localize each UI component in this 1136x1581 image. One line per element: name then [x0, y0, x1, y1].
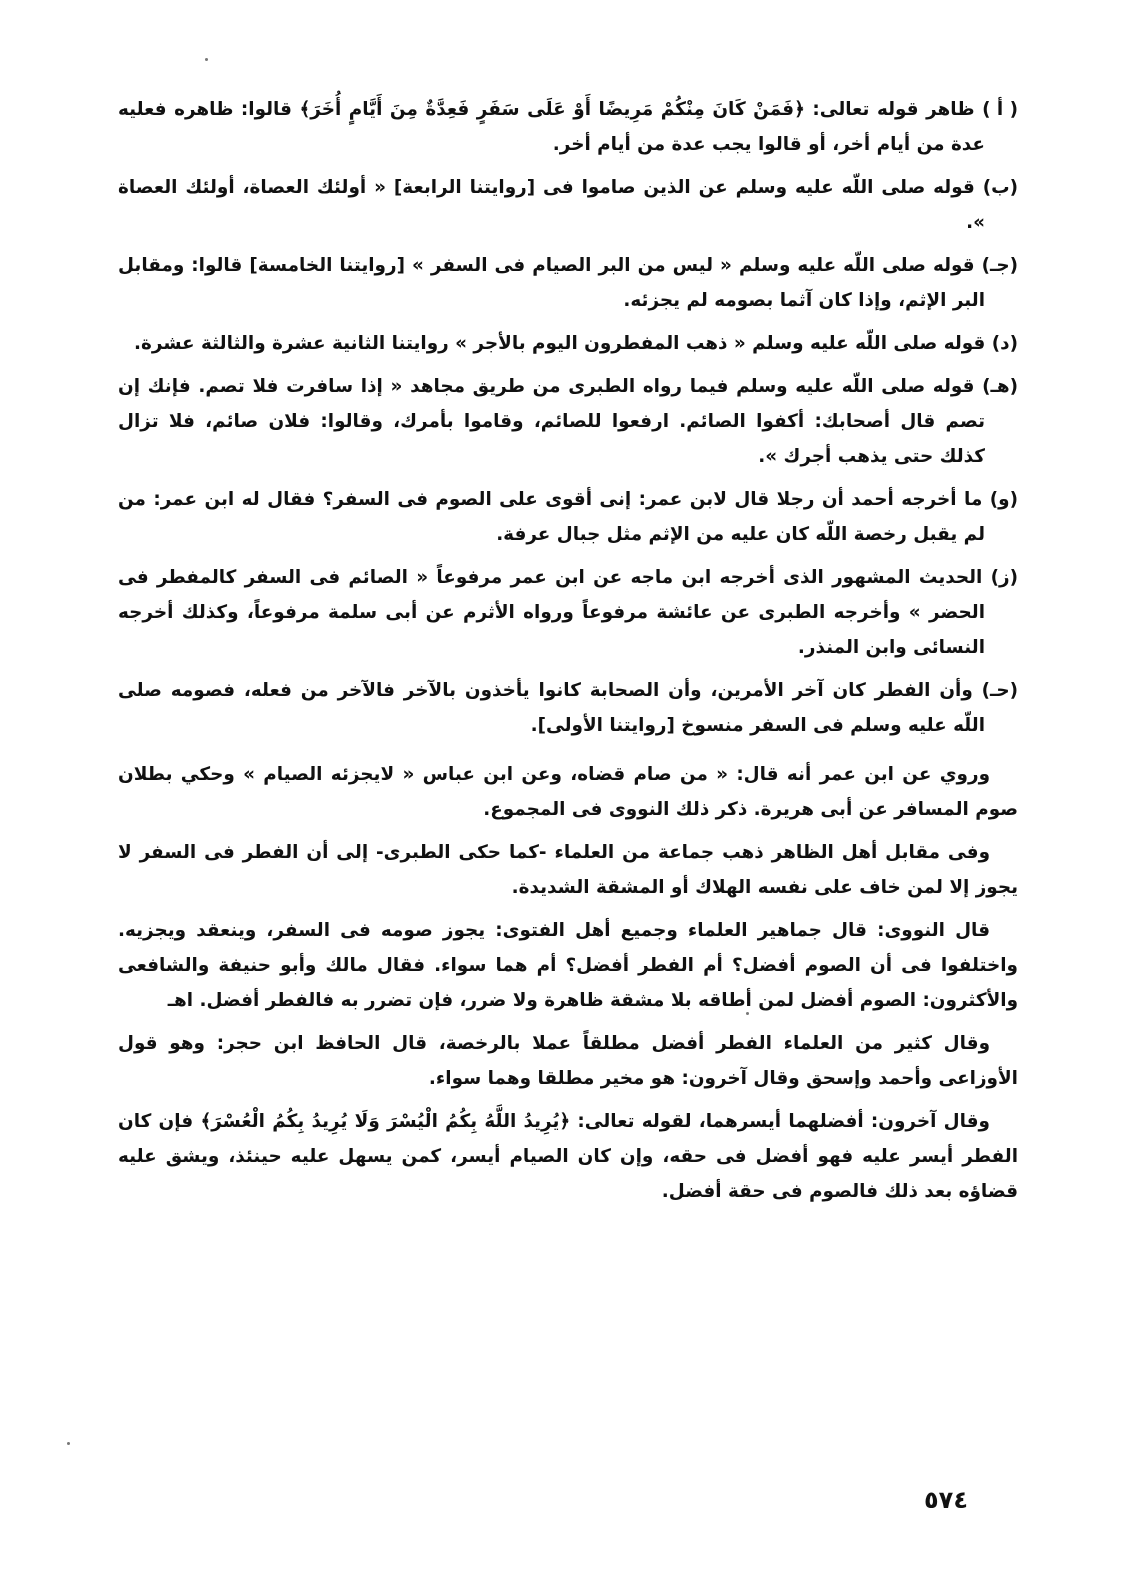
list-item — [118, 248, 1018, 318]
item-marker: (جـ) — [981, 255, 1018, 276]
page-body — [118, 92, 1018, 1217]
body-paragraph: قال النووى: قال جماهير العلماء وجميع أهل الفتوى: يجوز صومه فى السفر، وينعقد ويجزيه. واختلفوا فى أن الصوم أفضل؟ أم الفطر أفضل؟ أم هما سواء. فقال مالك وأبو حنيفة والشافعى والأكثرون: الصوم أفضل لمن أطاقه بلا مشقة ظاهرة ولا ضرر، فإن تضرر به فالفطر أفضل. اهـ — [118, 920, 1018, 1011]
item-marker: ( أ ) — [982, 99, 1018, 120]
scan-speck — [67, 1442, 70, 1445]
body-paragraph: وروي عن ابن عمر أنه قال: « من صام قضاه، وعن ابن عباس « لايجزئه الصيام » وحكي بطلان صوم المسافر عن أبى هريرة. ذكر ذلك النووى فى المجموع. — [118, 764, 1018, 820]
scan-speck — [746, 1012, 749, 1015]
list-item — [118, 170, 1018, 240]
item-text: وأن الفطر كان آخر الأمرين، وأن الصحابة كانوا يأخذون بالآخر فالآخر من فعله، فصومه صلى اللّه عليه وسلم فى السفر منسوخ [روايتنا الأولى]. — [118, 680, 985, 736]
item-text: قوله صلى اللّه عليه وسلم فيما رواه الطبرى من طريق مجاهد « إذا سافرت فلا تصم. فإنك إن تصم قال أصحابك: أكفوا الصائم. ارفعوا للصائم، وقاموا بأمرك، وقالوا: فلان صائم، فلا تزال كذلك حتى يذهب أجرك ». — [118, 376, 985, 467]
body-paragraph: وقال آخرون: أفضلهما أيسرهما، لقوله تعالى: ﴿يُرِيدُ اللَّهُ بِكُمُ الْيُسْرَ وَلَا يُرِيدُ بِكُمُ الْعُسْرَ﴾ فإن كان الفطر أيسر عليه فهو أفضل فى حقه، وإن كان الصيام أيسر، كمن يسهل عليه حينئذ، ويشق عليه قضاؤه بعد ذلك فالصوم فى حقة أفضل. — [118, 1111, 1018, 1202]
item-marker: (ز) — [990, 567, 1018, 588]
item-marker: (د) — [991, 333, 1018, 354]
item-text: الحديث المشهور الذى أخرجه ابن ماجه عن ابن عمر مرفوعاً « الصائم فى السفر كالمفطر فى الحضر » وأخرجه الطبرى عن عائشة مرفوعاً ورواه الأثرم عن أبى سلمة مرفوعاً، وكذلك أخرجه النسائى وابن المنذر. — [118, 567, 985, 658]
item-text: ما أخرجه أحمد أن رجلا قال لابن عمر: إنى أقوى على الصوم فى السفر؟ فقال له ابن عمر: من لم يقبل رخصة اللّه كان عليه من الإثم مثل جبال عرفة. — [118, 489, 985, 545]
list-item — [118, 560, 1018, 665]
page-number: ٥٧٤ — [924, 1486, 968, 1514]
list-item — [118, 92, 1018, 162]
list-item — [118, 369, 1018, 474]
item-marker: (ب) — [982, 177, 1018, 198]
scan-speck — [205, 58, 208, 61]
list-item — [118, 482, 1018, 552]
item-marker: (حـ) — [981, 680, 1018, 701]
body-paragraph: وقال كثير من العلماء الفطر أفضل مطلقاً عملا بالرخصة، قال الحافظ ابن حجر: وهو قول الأوزاعى وأحمد وإسحق وقال آخرون: هو مخير مطلقا وهما سواء. — [118, 1033, 1018, 1089]
item-marker: (هـ) — [982, 376, 1018, 397]
list-item — [118, 326, 1018, 361]
item-marker: (و) — [989, 489, 1018, 510]
item-text: قوله صلى اللّه عليه وسلم عن الذين صاموا فى [روايتنا الرابعة] « أولئك العصاة، أولئك العصاة ». — [118, 177, 985, 233]
item-text: ظاهر قوله تعالى: ﴿فَمَنْ كَانَ مِنْكُمْ مَرِيضًا أَوْ عَلَى سَفَرٍ فَعِدَّةٌ مِنَ أَيَّامٍ أُخَرَ﴾ قالوا: ظاهره فعليه عدة من أيام أخر، أو قالوا يجب عدة من أيام أخر. — [118, 99, 985, 155]
body-paragraph: وفى مقابل أهل الظاهر ذهب جماعة من العلماء -كما حكى الطبرى- إلى أن الفطر فى السفر لا يجوز إلا لمن خاف على نفسه الهلاك أو المشقة الشديدة. — [118, 842, 1018, 898]
item-text: قوله صلى اللّه عليه وسلم « ذهب المفطرون اليوم بالأجر » روايتنا الثانية عشرة والثالثة عشرة. — [134, 333, 986, 354]
item-text: قوله صلى اللّه عليه وسلم « ليس من البر الصيام فى السفر » [روايتنا الخامسة] قالوا: ومقابل البر الإثم، وإذا كان آثما بصومه لم يجزئه. — [118, 255, 985, 311]
list-item — [118, 673, 1018, 743]
